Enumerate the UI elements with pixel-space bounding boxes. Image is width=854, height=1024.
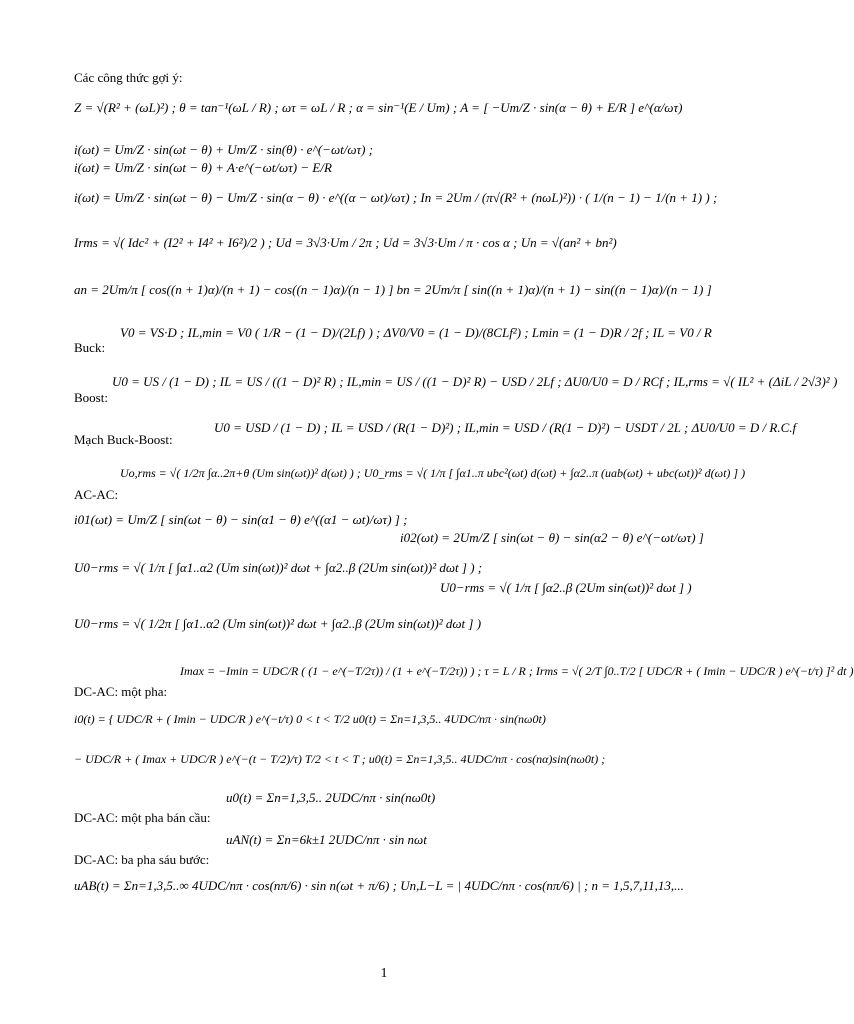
formula-half-bridge: u0(t) = Σn=1,3,5.. 2UDC/nπ · sin(nω0t) <box>226 790 436 805</box>
formula-uab: uAB(t) = Σn=1,3,5..∞ 4UDC/nπ · cos(nπ/6) · sin n(ωt + π/6) ; Un,L−L = | 4UDC/nπ · cos(nπ/6) | ; n = 1,5,7,11,13,... <box>74 878 684 893</box>
formula-u0rms-2: U0−rms = √( 1/π [ ∫α2..β (2Um sin(ωt))² dωt ] ) <box>440 580 692 595</box>
formula-i02: i02(ωt) = 2Um/Z [ sin(ωt − θ) − sin(α2 − θ) e^(−ωt/ωτ) ] <box>400 530 704 545</box>
label-buck-boost: Mạch Buck-Boost: <box>74 432 173 447</box>
formula-current-2: i(ωt) = Um/Z · sin(ωt − θ) + A·e^(−ωt/ωτ) − E/R <box>74 160 332 175</box>
label-dc-ac-three-phase: DC-AC: ba pha sáu bước: <box>74 852 210 867</box>
label-ac-ac: AC-AC: <box>74 487 119 502</box>
doc-heading: Các công thức gợi ý: <box>74 70 183 85</box>
formula-ac-ac-rms: Uo,rms = √( 1/2π ∫α..2π+θ (Um sin(ωt))² d(ωt) ) ; U0_rms = √( 1/π [ ∫α1..π ubc²(ωt) d(ωt) + ∫α2..π (uab(ωt) + ubc(ωt))² d(ωt) ] ) <box>120 466 746 480</box>
formula-u0rms-3: U0−rms = √( 1/2π [ ∫α1..α2 (Um sin(ωt))² dωt + ∫α2..β (2Um sin(ωt))² dωt ] ) <box>74 616 482 631</box>
formula-current-3: i(ωt) = Um/Z · sin(ωt − θ) − Um/Z · sin(α − θ) · e^((α − ωt)/ωτ) ; In = 2Um / (π√(R² + (nωL)²)) · ( 1/(n − 1) − 1/(n + 1) ) ; <box>74 190 718 205</box>
formula-buck-boost: U0 = USD / (1 − D) ; IL = USD / (R(1 − D)²) ; IL,min = USD / (R(1 − D)²) − USDT / 2L ; ΔU0/U0 = D / R.C.f <box>214 420 797 435</box>
formula-u0rms-1: U0−rms = √( 1/π [ ∫α1..α2 (Um sin(ωt))² dωt + ∫α2..β (2Um sin(ωt))² dωt ] ) ; <box>74 560 483 575</box>
label-boost: Boost: <box>74 390 108 405</box>
formula-i01: i01(ωt) = Um/Z [ sin(ωt − θ) − sin(α1 − θ) e^((α1 − ωt)/ωτ) ] ; <box>74 512 408 527</box>
label-buck: Buck: <box>74 340 106 355</box>
label-dc-ac-half-bridge: DC-AC: một pha bán cầu: <box>74 810 211 825</box>
formula-boost: U0 = US / (1 − D) ; IL = US / ((1 − D)² R) ; IL,min = US / ((1 − D)² R) − USD / 2Lf ; ΔU0/U0 = D / RCf ; IL,rms = √( IL² + (ΔiL / 2√3)² ) <box>112 374 838 389</box>
formula-an-bn: an = 2Um/π [ cos((n + 1)α)/(n + 1) − cos((n − 1)α)/(n − 1) ] bn = 2Um/π [ sin((n + 1)α)/(n + 1) − sin((n − 1)α)/(n − 1) ] <box>74 282 712 297</box>
formula-three-phase-uan: uAN(t) = Σn=6k±1 2UDC/nπ · sin nωt <box>226 832 427 847</box>
formula-impedance-row: Z = √(R² + (ωL)²) ; θ = tan⁻¹(ωL / R) ; ωτ = ωL / R ; α = sin⁻¹(E / Um) ; A = [ −Um/Z · sin(α − θ) + E/R ] e^(α/ωτ) <box>74 100 683 115</box>
formula-i0-case1: i0(t) = { UDC/R + ( Imin − UDC/R ) e^(−t/τ) 0 < t < T/2 u0(t) = Σn=1,3,5.. 4UDC/nπ · sin(nω0t) <box>74 712 546 726</box>
formula-buck: V0 = VS·D ; IL,min = V0 ( 1/R − (1 − D)/(2Lf) ) ; ΔV0/V0 = (1 − D)/(8CLf²) ; Lmin = (1 − D)R / 2f ; IL = V0 / R <box>120 325 712 340</box>
formula-current-1: i(ωt) = Um/Z · sin(ωt − θ) + Um/Z · sin(θ) · e^(−ωt/ωτ) ; <box>74 142 374 157</box>
formula-i0-case2: − UDC/R + ( Imax + UDC/R ) e^(−(t − T/2)/τ) T/2 < t < T ; u0(t) = Σn=1,3,5.. 4UDC/nπ · cos(nα)sin(nω0t) ; <box>74 752 606 766</box>
page-number: 1 <box>380 966 388 981</box>
formula-imax: Imax = −Imin = UDC/R ( (1 − e^(−T/2τ)) / (1 + e^(−T/2τ)) ) ; τ = L / R ; Irms = √( 2/T ∫0..T/2 [ UDC/R + ( Imin − UDC/R ) e^(−t/τ) ]² dt ) <box>180 664 854 678</box>
formula-irms-ud: Irms = √( Idc² + (I2² + I4² + I6²)/2 ) ; Ud = 3√3·Um / 2π ; Ud = 3√3·Um / π · cos α ; Un = √(an² + bn²) <box>74 235 617 250</box>
label-dc-ac-one-phase: DC-AC: một pha: <box>74 684 168 699</box>
